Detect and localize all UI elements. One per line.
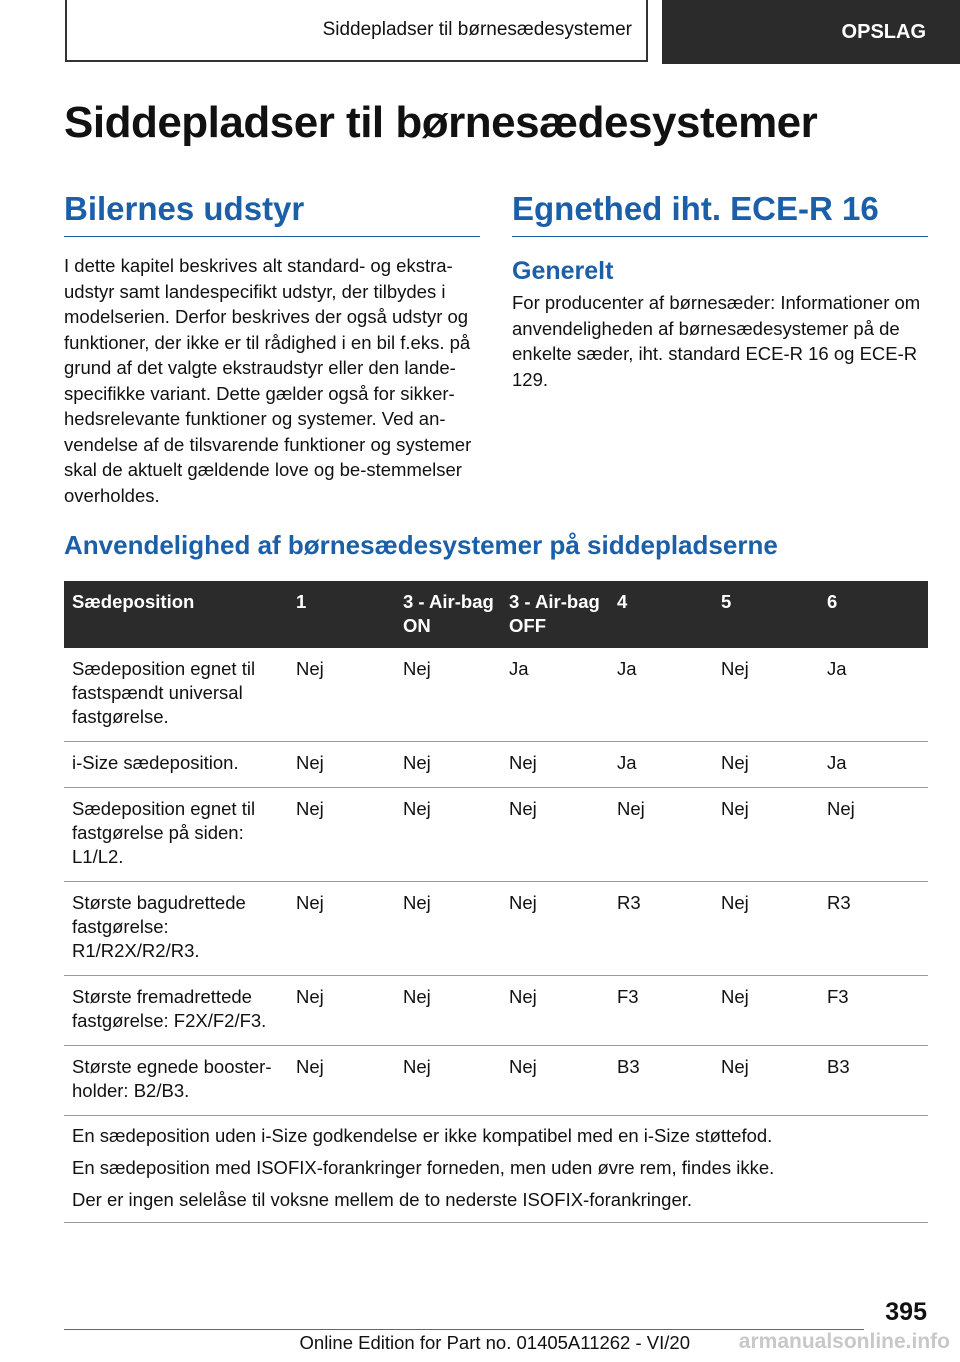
table-cell: B3 [609, 1046, 713, 1116]
table-cell: Nej [713, 976, 819, 1046]
table-cell: Nej [395, 976, 501, 1046]
table-note: En sædeposition uden i-Size godkendelse er ikke kompatibel med en i-Size støttefod. [72, 1125, 773, 1146]
table-cell: Nej [288, 788, 395, 882]
table-cell: Nej [713, 788, 819, 882]
table-cell: R3 [819, 882, 928, 976]
table-cell: Nej [395, 788, 501, 882]
table-cell: Nej [501, 1046, 609, 1116]
table-row [64, 788, 928, 882]
table-note: Der er ingen selelåse til voksne mellem de to nederste ISOFIX-forankringer. [72, 1189, 693, 1210]
header-chapter-tab [662, 0, 960, 64]
page-title: Siddepladser til børnesædesystemer [64, 98, 818, 147]
watermark-text: armanualsonline.info [738, 1330, 950, 1353]
footer-edition: Online Edition for Part no. 01405A11262 - VI/20 [299, 1332, 690, 1353]
column-header: 1 [288, 581, 395, 648]
table-cell: Nej [501, 742, 609, 788]
table-cell: Nej [713, 648, 819, 742]
left-section-heading: Bilernes udstyr [64, 190, 480, 237]
table-header-row [64, 581, 928, 648]
header-section-tab [65, 0, 648, 62]
table-cell: Nej [501, 882, 609, 976]
page-number: 395 [885, 1298, 927, 1326]
column-header: 5 [713, 581, 819, 648]
left-section-body: I dette kapitel beskrives alt standard- og ekstra-udstyr samt landespecifikt udstyr, der tilbydes i modelserien. Derfor beskrives der også udstyr og funktioner, der ikke er til rådighed i en bil f.eks. på grund af det valgte ekstraudstyr eller den lande-specifikke variant. Dette gælder også for sikker-hedsrelevante funktioner og systemer. Ved an-vendelse af de tilsvarende funktioner og systemer skal de aktuelt gældende love og be-stemmelser overholdes. [64, 255, 472, 506]
table-cell: Nej [288, 882, 395, 976]
right-section-body: For producenter af børnesæder: Informationer om anvendeligheden af børnesædesystemer på de enkelte sæder, iht. standard ECE-R 16 og ECE-R 129. [512, 292, 921, 390]
table-row [64, 976, 928, 1046]
table-cell: Nej [609, 788, 713, 882]
table-cell: Nej [288, 742, 395, 788]
header-chapter-title: OPSLAG [841, 20, 926, 43]
table-cell: Nej [288, 1046, 395, 1116]
column-header: 3 - Air-bag OFF [501, 581, 609, 648]
table-cell: Ja [819, 742, 928, 788]
table-cell: Nej [501, 976, 609, 1046]
table-cell: Nej [819, 788, 928, 882]
table-cell: F3 [819, 976, 928, 1046]
table-cell: Nej [713, 1046, 819, 1116]
table-cell: Største bagudrettede fastgørelse: R1/R2X/R2/R3. [64, 882, 288, 976]
table-cell: Sædeposition egnet til fastspændt universal fastgørelse. [64, 648, 288, 742]
right-section-heading: Egnethed iht. ECE-R 16 [512, 190, 928, 237]
table-cell: Største egnede booster-holder: B2/B3. [64, 1046, 288, 1116]
table-cell: i-Size sædeposition. [64, 742, 288, 788]
table-notes-row [64, 1116, 928, 1223]
table-cell: Nej [395, 648, 501, 742]
table-cell: Største fremadrettede fastgørelse: F2X/F2/F3. [64, 976, 288, 1046]
table-cell: R3 [609, 882, 713, 976]
column-header: 4 [609, 581, 713, 648]
table-cell: B3 [819, 1046, 928, 1116]
table-cell: Ja [609, 648, 713, 742]
table-cell: Sædeposition egnet til fastgørelse på siden: L1/L2. [64, 788, 288, 882]
table-cell: Nej [395, 882, 501, 976]
table-cell: Nej [501, 788, 609, 882]
table-cell: Ja [501, 648, 609, 742]
table-cell: Nej [288, 648, 395, 742]
right-column [512, 190, 928, 392]
table-cell: Nej [713, 882, 819, 976]
column-header: 6 [819, 581, 928, 648]
table-cell: F3 [609, 976, 713, 1046]
table-notes-cell [64, 1116, 928, 1223]
table-row [64, 1046, 928, 1116]
table-cell: Ja [609, 742, 713, 788]
table-section-heading: Anvendelighed af børnesædesystemer på siddepladserne [64, 530, 778, 560]
table-note: En sædeposition med ISOFIX-forankringer forneden, men uden øvre rem, findes ikke. [72, 1157, 775, 1178]
table-cell: Nej [713, 742, 819, 788]
table-cell: Ja [819, 648, 928, 742]
column-header: Sædeposition [64, 581, 288, 648]
table-row [64, 882, 928, 976]
table-cell: Nej [395, 1046, 501, 1116]
table-row [64, 742, 928, 788]
seat-position-table [64, 581, 928, 1223]
column-header: 3 - Air-bag ON [395, 581, 501, 648]
table-cell: Nej [395, 742, 501, 788]
table-cell: Nej [288, 976, 395, 1046]
header-section-title: Siddepladser til børnesædesystemer [322, 19, 632, 40]
left-column [64, 190, 480, 508]
right-section-subheading: Generelt [512, 257, 614, 285]
table-row [64, 648, 928, 742]
